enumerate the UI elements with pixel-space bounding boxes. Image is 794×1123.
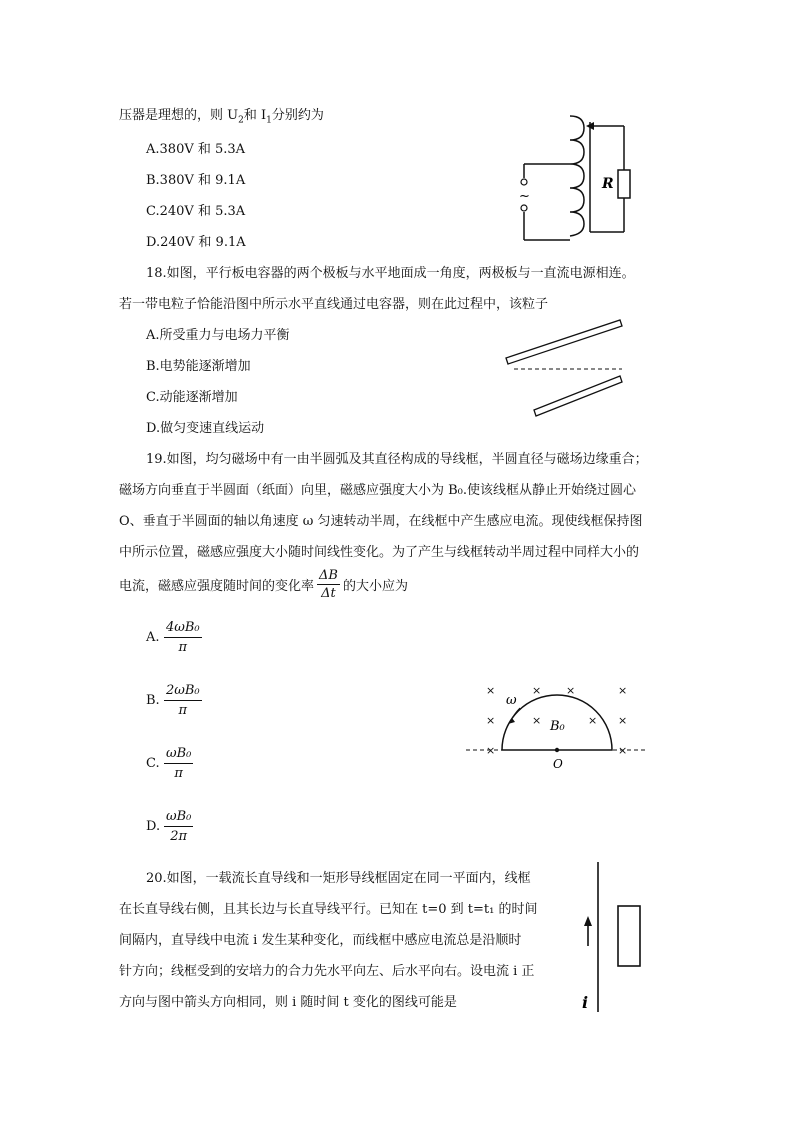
q19-cross-5: × [486, 714, 496, 727]
q17-option-c[interactable]: C.240V 和 5.3A [146, 204, 246, 219]
q19-line5-pre: 电流，磁感应强度随时间的变化率 [119, 579, 315, 594]
q19-cross-9: × [486, 744, 496, 757]
q19-option-d-fraction[interactable] [164, 809, 193, 844]
q19-stem-line2: 磁场方向垂直于半圆面（纸面）向里，磁感应强度大小为 B₀.使该线框从静止开始绕过圆心 [119, 483, 637, 498]
q19-semicircle-figure [462, 680, 652, 780]
q20-wire-loop-figure [578, 858, 658, 1018]
q19-option-a-label[interactable]: A. [146, 630, 160, 645]
q17-sub-i: 1 [266, 115, 272, 126]
q19-b0-label: B₀ [550, 719, 565, 734]
q18-option-a[interactable]: A.所受重力与电场力平衡 [146, 328, 290, 343]
q19-option-c-fraction[interactable] [164, 746, 193, 781]
q17-ac-source-label: ~ [519, 189, 530, 204]
q18-stem-line2: 若一带电粒子恰能沿图中所示水平直线通过电容器，则在此过程中，该粒子 [119, 297, 549, 312]
q19-option-b-den: π [178, 703, 188, 718]
q18-capacitor-figure [500, 316, 640, 426]
q17-stem-part3: 分别约为 [271, 108, 324, 123]
q19-option-d-num: ωB₀ [164, 809, 193, 827]
q19-cross-8: × [618, 714, 628, 727]
q19-option-d-den: 2π [170, 829, 188, 844]
q17-stem-part1: 压器是理想的，则 U [119, 108, 239, 123]
q19-stem-line1: 19.如图，均匀磁场中有一由半圆弧及其直径构成的导线框，半圆直径与磁场边缘重合； [146, 452, 648, 467]
q20-stem-line5: 方向与图中箭头方向相同，则 i 随时间 t 变化的图线可能是 [119, 995, 457, 1010]
q19-option-c-den: π [174, 766, 183, 781]
q19-rate-den: Δt [321, 586, 336, 601]
q19-rate-num: ΔB [319, 568, 338, 583]
q19-option-c-label[interactable]: C. [146, 756, 160, 771]
q19-option-a-num: 4ωB₀ [164, 620, 202, 638]
q20-stem-line4: 针方向；线框受到的安培力的合力先水平向左、后水平向右。设电流 i 正 [119, 964, 535, 979]
q19-stem-line4: 中所示位置，磁感应强度大小随时间线性变化。为了产生与线框转动半周过程中同样大小的 [119, 545, 640, 560]
q17-stem [119, 104, 324, 126]
q19-stem-line3: O、垂直于半圆面的轴以角速度 ω 匀速转动半周，在线框中产生感应电流。现使线框保持图 [119, 514, 643, 529]
q20-stem-line2: 在长直导线右侧，且其长边与长直导线平行。已知在 t=0 到 t=t₁ 的时间 [119, 902, 538, 917]
q19-cross-1: × [486, 684, 496, 697]
q19-cross-6: × [532, 714, 542, 727]
q19-cross-3: × [566, 684, 576, 697]
q19-option-b-fraction[interactable] [164, 683, 202, 718]
q19-cross-7: × [588, 714, 598, 727]
q19-line5-post: 的大小应为 [342, 579, 408, 594]
q17-sub-u: 2 [238, 115, 244, 126]
q19-option-b-label[interactable]: B. [146, 693, 160, 708]
q19-rate-fraction [317, 568, 340, 601]
q18-option-c[interactable]: C.动能逐渐增加 [146, 390, 238, 405]
q19-cross-10: × [618, 744, 628, 757]
q17-option-d[interactable]: D.240V 和 9.1A [146, 235, 246, 250]
q19-omega-label: ω [506, 693, 517, 708]
q20-current-label: i [582, 993, 589, 1012]
q19-option-c-num: ωB₀ [164, 746, 193, 764]
q19-option-d-label[interactable]: D. [146, 819, 161, 834]
q20-stem-line3: 间隔内，直导线中电流 i 发生某种变化，而线框中感应电流总是沿顺时 [119, 933, 522, 948]
q19-option-a-den: π [178, 640, 188, 655]
q19-option-b-num: 2ωB₀ [164, 683, 202, 701]
q17-option-b[interactable]: B.380V 和 9.1A [146, 173, 246, 188]
q19-option-a-fraction[interactable] [164, 620, 202, 655]
q19-center-label: O [553, 757, 563, 771]
q17-stem-part2: 和 I [243, 108, 267, 123]
q19-stem-line5 [119, 568, 408, 601]
q19-cross-2: × [532, 684, 542, 697]
q20-stem-line1: 20.如图，一载流长直导线和一矩形导线框固定在同一平面内，线框 [146, 871, 531, 886]
q18-stem-line1: 18.如图，平行板电容器的两个极板与水平地面成一角度，两极板与一直流电源相连。 [146, 266, 635, 281]
q17-resistor-label: R [602, 176, 614, 192]
q17-circuit-figure [510, 108, 650, 248]
q18-option-d[interactable]: D.做匀变速直线运动 [146, 421, 265, 436]
q19-cross-4: × [618, 684, 628, 697]
q18-option-b[interactable]: B.电势能逐渐增加 [146, 359, 251, 374]
q17-option-a[interactable]: A.380V 和 5.3A [146, 142, 246, 157]
